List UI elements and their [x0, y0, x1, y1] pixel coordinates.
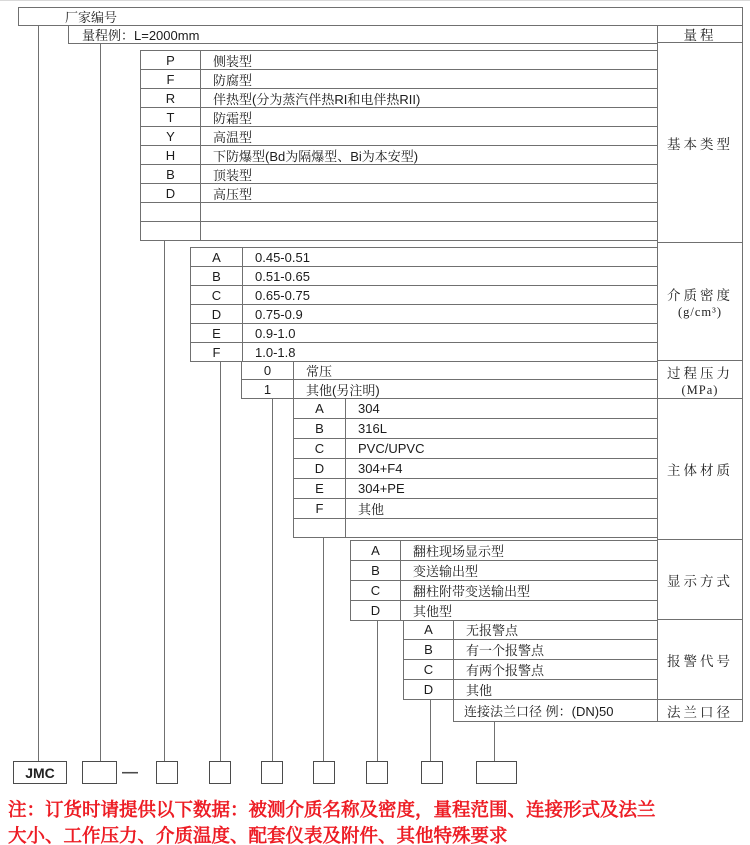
code-cell: T	[141, 108, 201, 126]
code-cell: B	[141, 165, 201, 183]
desc-cell: 防腐型	[213, 72, 253, 88]
desc-cell: 连接法兰口径 例：(DN)50	[464, 704, 614, 719]
table-row	[141, 108, 657, 127]
connector-line	[38, 25, 39, 762]
code-cell: F	[191, 343, 243, 361]
ordering-note-line1: 注：订货时请提供以下数据：被测介质名称及密度，量程范围、连接形式及法兰	[8, 799, 656, 820]
table-row	[242, 361, 657, 380]
connector-line	[323, 538, 324, 762]
label-basic-type	[658, 43, 742, 243]
code-cell: D	[141, 184, 201, 202]
table-row	[404, 640, 657, 660]
table-row	[191, 343, 657, 362]
table-row	[351, 581, 657, 601]
table-row	[141, 165, 657, 184]
code-cell: 1	[242, 380, 294, 398]
desc-cell: 0.51-0.65	[255, 268, 310, 284]
pressure-block	[241, 361, 657, 399]
table-row	[294, 479, 657, 499]
desc-cell: 防霜型	[213, 110, 253, 126]
label-flange	[658, 700, 742, 722]
code-cell: C	[294, 439, 346, 458]
label-display-text: 显示方式	[667, 573, 733, 589]
code-cell: B	[404, 640, 454, 659]
table-row	[191, 286, 657, 305]
desc-cell: 变送输出型	[413, 564, 479, 579]
flange-block	[453, 700, 657, 722]
model-code-box	[421, 761, 443, 784]
table-row	[294, 459, 657, 479]
table-row	[454, 700, 657, 722]
label-alarm-text: 报警代号	[667, 653, 733, 669]
table-row	[141, 127, 657, 146]
table-row	[351, 601, 657, 621]
connector-line	[272, 399, 273, 762]
model-code-box	[209, 761, 231, 784]
table-row	[141, 89, 657, 108]
desc-cell: 高压型	[213, 186, 253, 202]
model-code-box	[313, 761, 335, 784]
model-prefix-box	[13, 761, 67, 784]
code-cell: D	[191, 305, 243, 323]
code-cell: A	[294, 399, 346, 418]
table-row	[191, 267, 657, 286]
desc-cell: 316L	[358, 421, 387, 436]
table-row	[404, 660, 657, 680]
label-density-line2: (g/cm³)	[677, 304, 723, 319]
table-row	[141, 70, 657, 89]
code-cell: C	[191, 286, 243, 304]
desc-cell	[201, 222, 657, 240]
connector-line	[377, 620, 378, 762]
connector-line	[220, 361, 221, 762]
connector-line	[164, 240, 165, 762]
desc-cell: 其他	[358, 502, 385, 517]
table-row	[351, 541, 657, 561]
ordering-note	[8, 797, 746, 845]
label-flange-text: 法兰口径	[667, 704, 733, 720]
display-block	[350, 540, 657, 621]
desc-cell: 其他型	[413, 604, 453, 619]
table-row	[294, 499, 657, 519]
desc-cell: 其他	[466, 683, 493, 698]
code-cell: B	[294, 419, 346, 438]
code-cell: F	[141, 70, 201, 88]
code-cell: E	[294, 479, 346, 498]
desc-cell	[346, 519, 657, 537]
manufacturer-number-label: 厂家编号	[65, 10, 118, 25]
code-cell: A	[191, 248, 243, 266]
code-cell: P	[141, 51, 201, 69]
desc-cell: 翻柱附带变送输出型	[413, 584, 531, 599]
code-cell: D	[294, 459, 346, 478]
desc-cell: 无报警点	[466, 623, 519, 638]
code-cell	[141, 222, 201, 240]
label-display	[658, 540, 742, 620]
code-cell: A	[351, 541, 401, 560]
table-row	[294, 419, 657, 439]
table-row	[141, 51, 657, 70]
desc-cell: 顶装型	[213, 167, 253, 183]
table-row-empty	[141, 203, 657, 222]
label-pressure	[658, 361, 742, 399]
label-pressure-line2: (MPa)	[681, 382, 719, 397]
label-basic-type-text: 基本类型	[667, 136, 733, 152]
model-code-box	[156, 761, 178, 784]
desc-cell: 304+F4	[358, 461, 403, 476]
desc-cell: 高温型	[213, 129, 253, 145]
table-row	[404, 620, 657, 640]
connector-line	[430, 700, 431, 762]
code-cell: Y	[141, 127, 201, 145]
desc-cell: 304	[358, 401, 380, 416]
model-code-box	[82, 761, 117, 784]
code-cell: C	[351, 581, 401, 600]
model-code-box	[476, 761, 517, 784]
table-row	[242, 380, 657, 399]
table-row	[404, 680, 657, 700]
table-row	[351, 561, 657, 581]
density-block	[190, 247, 657, 362]
connector-line	[494, 722, 495, 762]
table-row	[141, 146, 657, 165]
label-density	[658, 243, 742, 361]
basic-type-block	[140, 50, 657, 241]
label-material	[658, 399, 742, 540]
model-code-box	[261, 761, 283, 784]
model-prefix-text: JMC	[25, 764, 55, 781]
code-cell: F	[294, 499, 346, 518]
label-density-line1: 介质密度	[667, 287, 733, 303]
code-cell: R	[141, 89, 201, 107]
label-material-text: 主体材质	[667, 463, 733, 478]
manufacturer-number-row	[18, 7, 743, 26]
connector-line	[100, 43, 101, 762]
label-alarm	[658, 620, 742, 700]
desc-cell: 0.9-1.0	[255, 325, 296, 341]
range-example-row	[68, 25, 657, 44]
desc-cell: 0.45-0.51	[255, 249, 310, 265]
material-block	[293, 399, 657, 538]
code-cell: A	[404, 620, 454, 639]
category-label-column	[657, 25, 743, 722]
table-row-empty	[294, 519, 657, 538]
model-code-separator: —	[122, 764, 138, 781]
ordering-note-line2: 大小、工作压力、介质温度、配套仪表及附件、其他特殊要求	[8, 825, 508, 845]
label-range	[658, 25, 742, 43]
code-cell: C	[404, 660, 454, 679]
alarm-block	[403, 620, 657, 700]
code-cell: 0	[242, 361, 294, 379]
desc-cell: 常压	[306, 363, 333, 379]
model-code-box	[366, 761, 388, 784]
desc-cell: PVC/UPVC	[358, 441, 425, 456]
table-row	[141, 184, 657, 203]
code-cell: B	[191, 267, 243, 285]
desc-cell: 0.75-0.9	[255, 306, 303, 322]
table-row	[191, 324, 657, 343]
desc-cell: 有一个报警点	[466, 643, 545, 658]
table-row	[294, 439, 657, 459]
table-row	[294, 399, 657, 419]
label-range-text: 量程	[683, 27, 717, 43]
code-cell	[294, 519, 346, 537]
code-cell: E	[191, 324, 243, 342]
code-cell: B	[351, 561, 401, 580]
code-cell: D	[404, 680, 454, 699]
code-cell: D	[351, 601, 401, 620]
desc-cell	[201, 203, 657, 221]
label-pressure-line1: 过程压力	[667, 365, 733, 381]
table-row	[191, 248, 657, 267]
desc-cell: 伴热型(分为蒸汽伴热RI和电伴热RII)	[213, 91, 421, 107]
desc-cell: 下防爆型(Bd为隔爆型、Bi为本安型)	[213, 148, 419, 164]
desc-cell: 0.65-0.75	[255, 287, 310, 303]
table-row	[191, 305, 657, 324]
code-cell	[141, 203, 201, 221]
page-top-divider	[0, 0, 750, 1]
desc-cell: 其他(另注明)	[306, 382, 380, 398]
desc-cell: 翻柱现场显示型	[413, 544, 505, 559]
code-cell: H	[141, 146, 201, 164]
table-row-empty	[141, 222, 657, 241]
desc-cell: 304+PE	[358, 481, 405, 496]
desc-cell: 有两个报警点	[466, 663, 545, 678]
desc-cell: 侧装型	[213, 53, 253, 69]
range-example-label: 量程例：L=2000mm	[82, 27, 200, 43]
desc-cell: 1.0-1.8	[255, 344, 296, 360]
